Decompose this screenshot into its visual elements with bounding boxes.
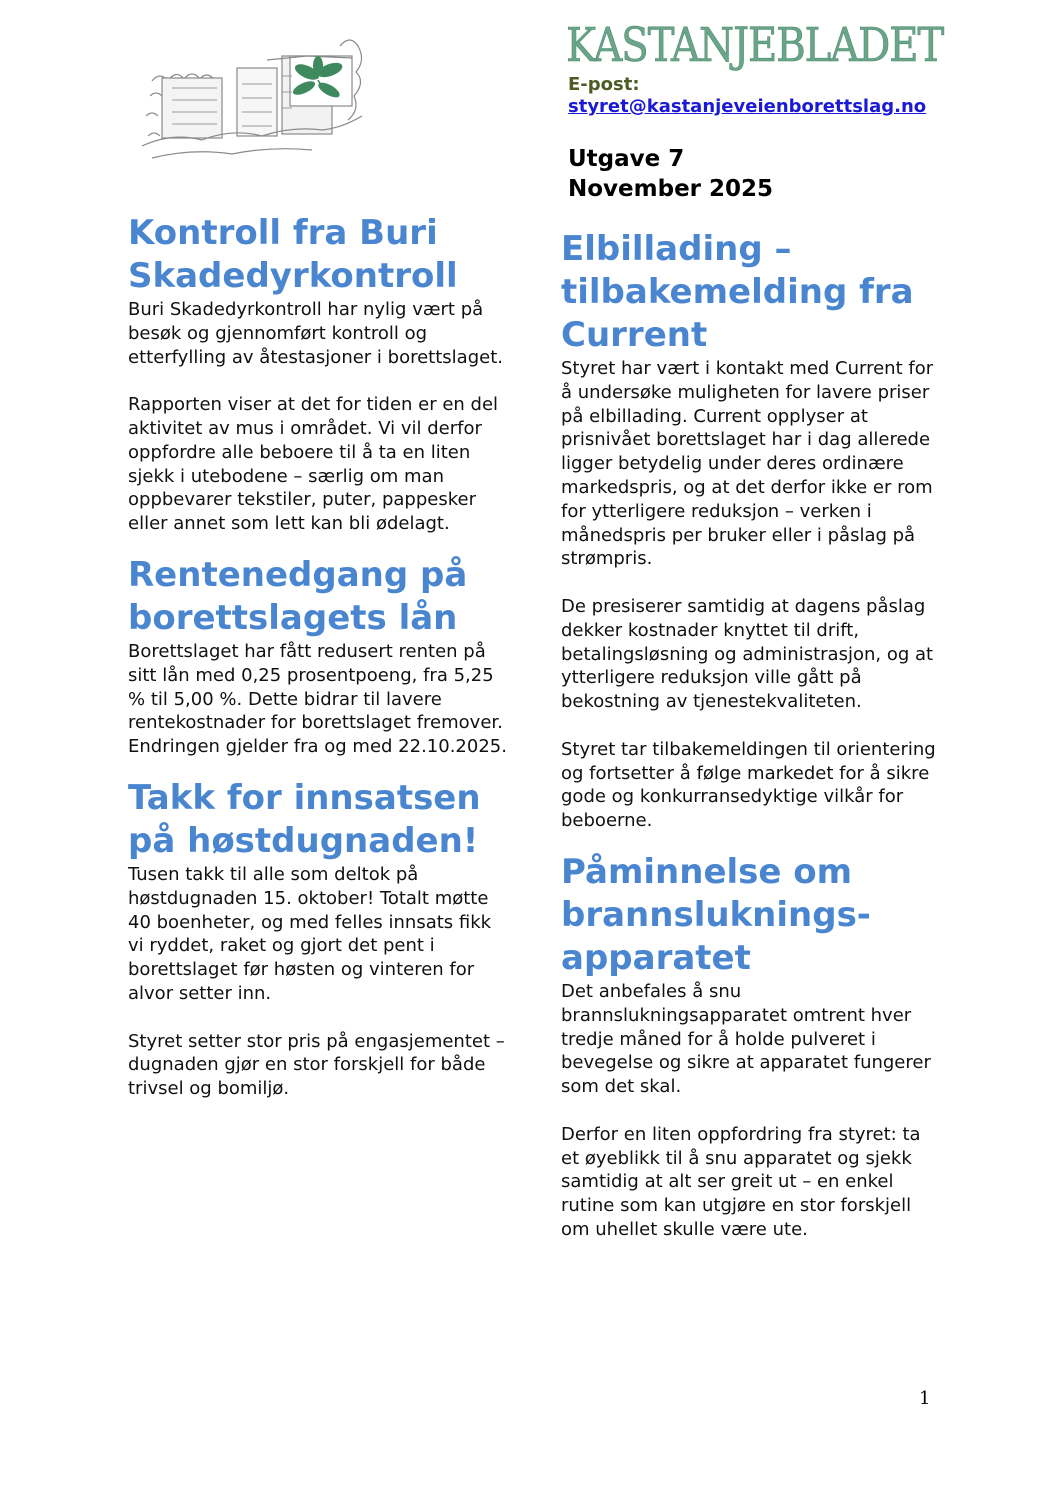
right-column (561, 228, 941, 1242)
article-paragraph: Styret har vært i kontakt med Current for å undersøke muligheten for lavere priser på elbillading. Current opplyser at prisnivået borettslaget har i dag allerede ligger betydelig under deres ordinære markedspris, og at det derfor ikke er rom for ytterligere reduksjon – verken i månedspris per bruker eller i påslag på strømpris. (561, 358, 934, 570)
article-fire-extinguisher (561, 851, 941, 1242)
article-paragraph: Det anbefales å snu brannslukningsapparatet omtrent hver tredje måned for å holde pulveret i bevegelse og sikre at apparatet fungerer som det skal. (561, 980, 931, 1098)
issue-number: Utgave 7 (568, 146, 685, 172)
article-title: Påminnelse om brannsluknings-apparatet (561, 851, 871, 978)
article-pest-control (128, 212, 508, 536)
article-interest-rate (128, 554, 508, 759)
article-paragraph: Buri Skadedyrkontroll har nylig vært på besøk og gjennomført kontroll og etterfylling av åtestasjoner i borettslaget. (128, 299, 503, 368)
article-paragraph: Styret tar tilbakemeldingen til orientering og fortsetter å følge markedet for å sikre gode og konkurransedyktige vilkår for beboerne. (561, 738, 936, 832)
article-autumn-dugnad (128, 777, 508, 1101)
article-paragraph: Tusen takk til alle som deltok på høstdugnaden 15. oktober! Totalt møtte 40 boenheter, og med felles innsats fikk vi ryddet, raket og gjort det pent i borettslaget før høsten og vinteren for alvor setter inn. (128, 863, 492, 1004)
article-ev-charging (561, 228, 941, 833)
issue-date: November 2025 (568, 176, 774, 202)
issue-info (568, 144, 773, 204)
article-paragraph: Rapporten viser at det for tiden er en del aktivitet av mus i området. Vi vil derfor oppfordre alle beboere til å ta en liten sjekk i utebodene – særlig om man oppbevarer tekstiler, puter, pappesker eller annet som lett kan bli ødelagt. (128, 394, 499, 535)
building-logo-icon (132, 26, 372, 176)
left-column (128, 212, 508, 1101)
article-title: Kontroll fra Buri Skadedyrkontroll (128, 213, 458, 296)
email-link[interactable]: styret@kastanjeveienborettslag.no (568, 96, 927, 117)
article-title: Takk for innsatsen på høstdugnaden! (128, 777, 481, 861)
article-title: Rentenedgang på borettslagets lån (128, 554, 468, 638)
page-number: 1 (919, 1388, 931, 1409)
article-paragraph: De presiserer samtidig at dagens påslag dekker kostnader knyttet til drift, betalingsløsning og administrasjon, og at ytterligere reduksjon ville gått på bekostning av tjenestekvaliteten. (561, 595, 934, 713)
article-paragraph: Borettslaget har fått redusert renten på sitt lån med 0,25 prosentpoeng, fra 5,25 % til 5,00 %. Dette bidrar til lavere rentekostnader for borettslaget fremover. Endringen gjelder fra og med 22.10.2025. (128, 640, 507, 758)
article-paragraph: Styret setter stor pris på engasjementet – dugnaden gjør en stor forskjell for både trivsel og bomiljø. (128, 1030, 505, 1100)
article-title: Elbillading – tilbakemelding fra Current (561, 229, 914, 355)
newsletter-masthead: KASTANJEBLADET (566, 18, 944, 73)
article-paragraph: Derfor en liten oppfordring fra styret: ta et øyeblikk til å snu apparatet og sjekk samtidig at alt ser greit ut – en enkel rutine som kan utgjøre en stor forskjell om uhellet skulle være ute. (561, 1123, 921, 1240)
email-label: E-post: (568, 74, 640, 95)
